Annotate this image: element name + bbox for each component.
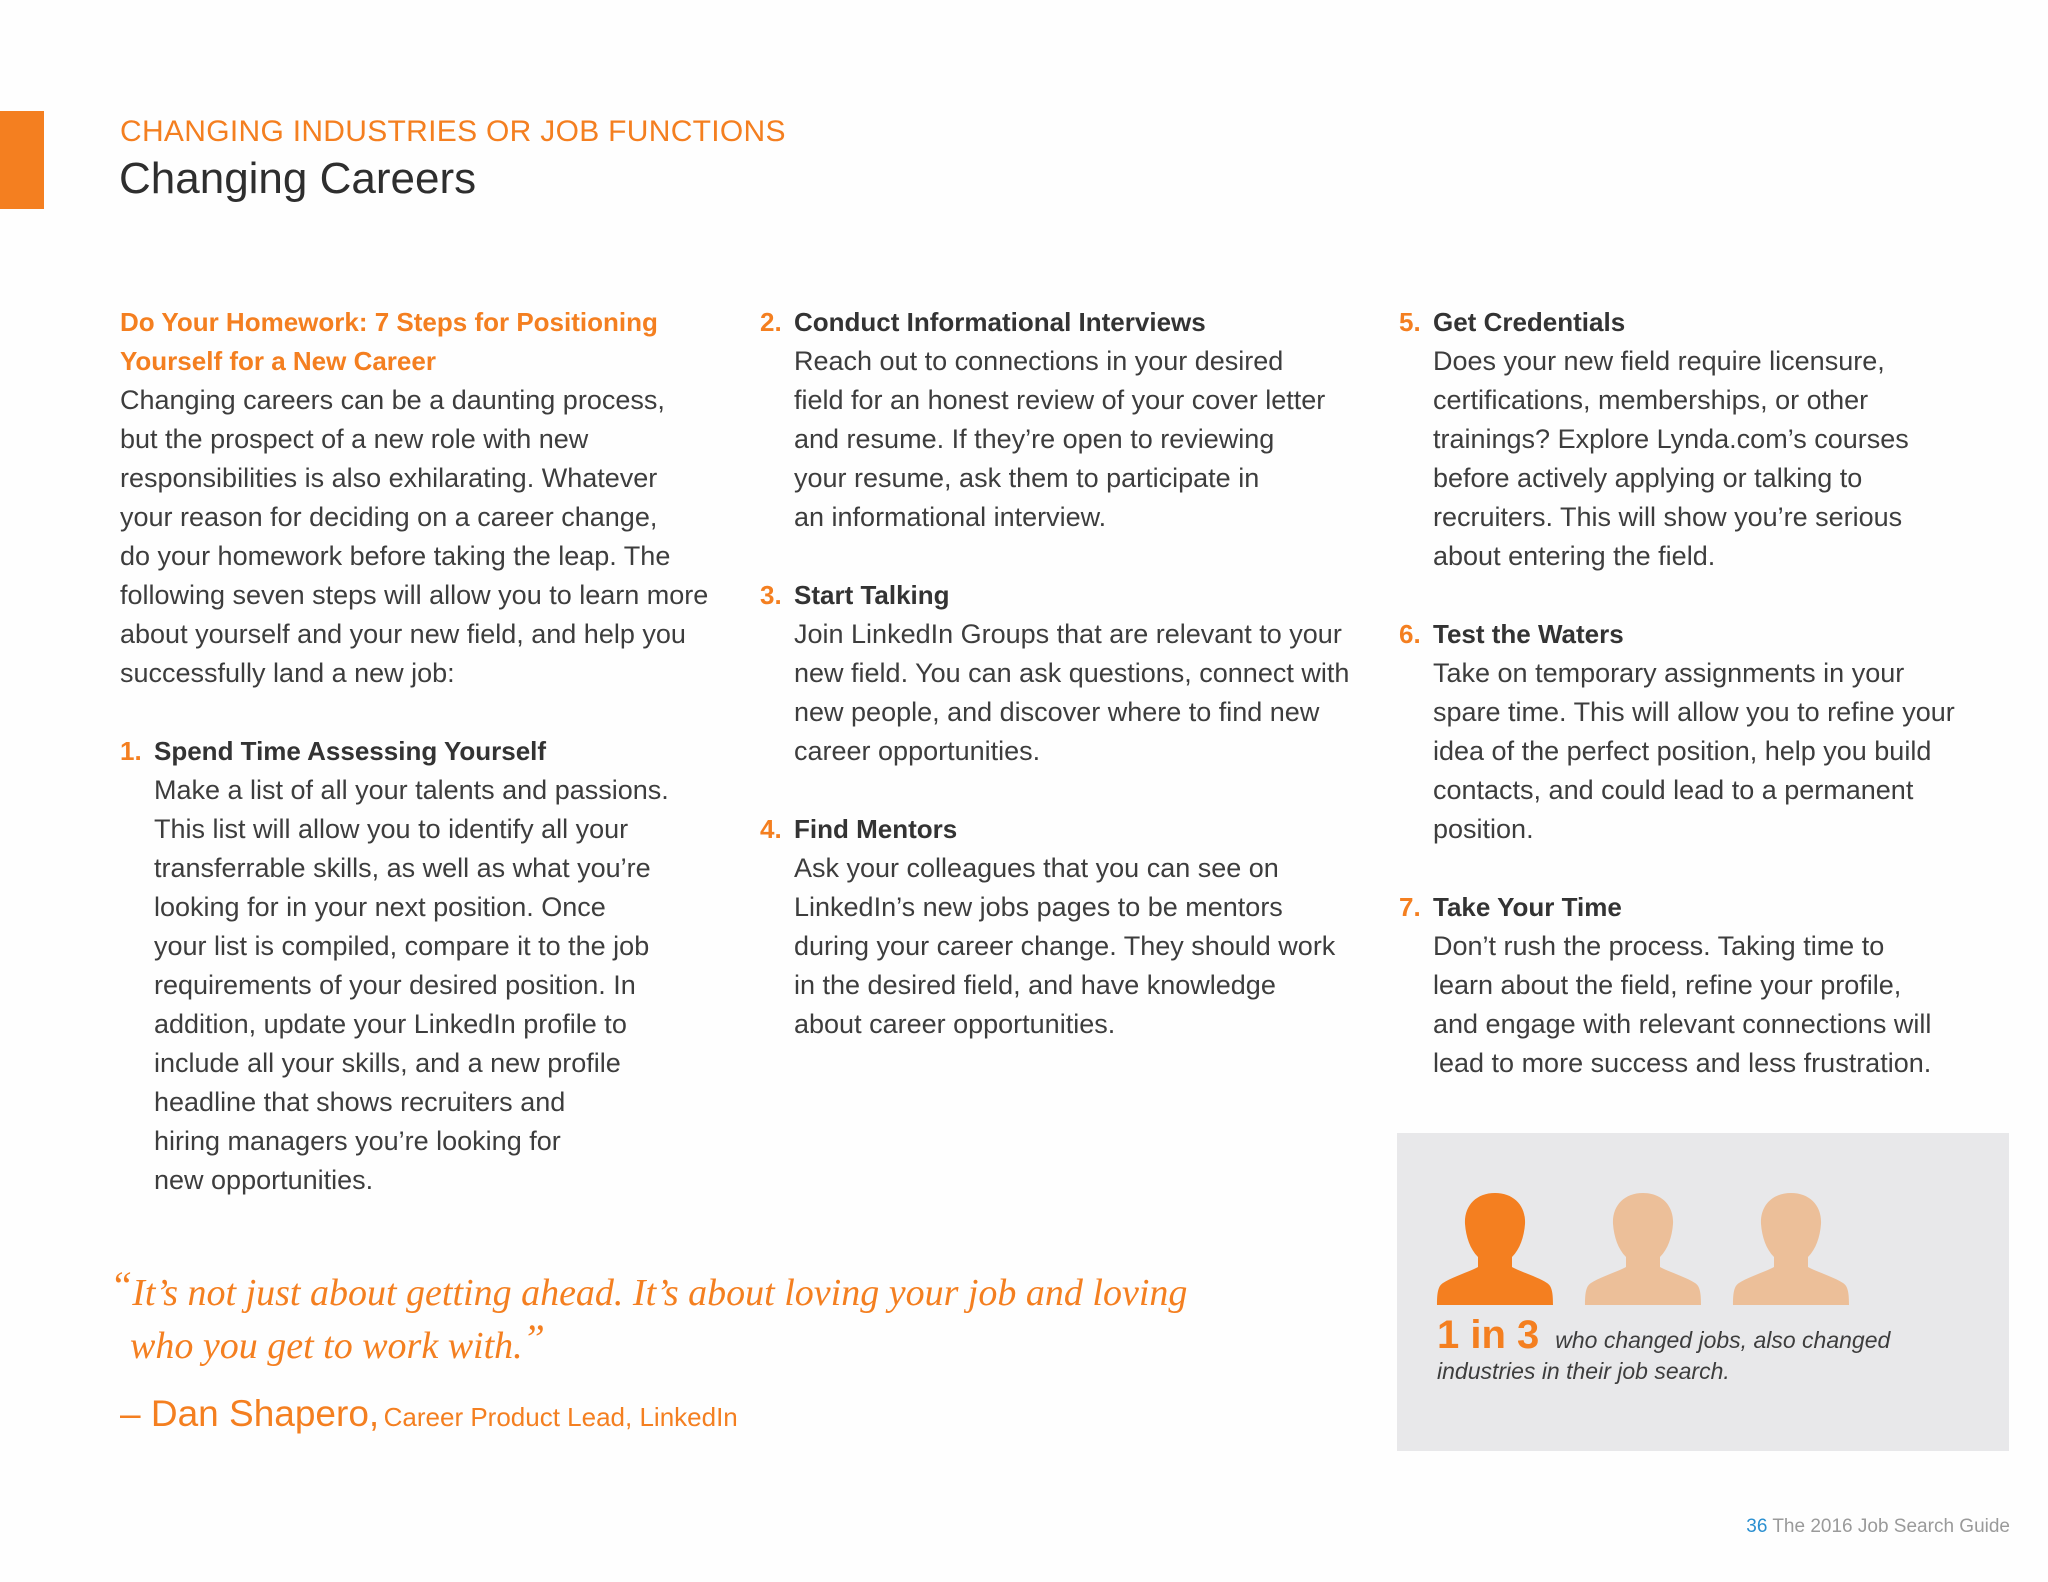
person-shape <box>1585 1193 1701 1305</box>
step-line: your resume, ask them to participate in <box>794 463 1260 493</box>
step-line: during your career change. They should work <box>794 931 1336 961</box>
step-heading <box>1399 303 1999 342</box>
intro-line: responsibilities is also exhilarating. Whatever <box>120 463 658 493</box>
step-line: spare time. This will allow you to refine your <box>1433 697 1955 727</box>
intro-line: successfully land a new job: <box>120 658 455 688</box>
step-line: Don’t rush the process. Taking time to <box>1433 931 1885 961</box>
step-5 <box>1399 303 1999 576</box>
intro-paragraph <box>120 381 720 693</box>
step-heading <box>1399 888 1999 927</box>
step-line: recruiters. This will show you’re serious <box>1433 502 1903 532</box>
step-line: hiring managers you’re looking for <box>154 1126 561 1156</box>
step-title: Take Your Time <box>1433 892 1622 922</box>
quote-line <box>110 1316 1360 1369</box>
step-line: certifications, memberships, or other <box>1433 385 1869 415</box>
intro-heading <box>120 303 720 381</box>
intro-line: your reason for deciding on a career change, <box>120 502 658 532</box>
step-heading <box>120 732 720 771</box>
step-number: 2. <box>760 307 782 337</box>
person-icon-highlighted <box>1435 1189 1555 1309</box>
step-line: This list will allow you to identify all your <box>154 814 629 844</box>
intro-line: Changing careers can be a daunting process, <box>120 385 665 415</box>
quote-attribution <box>120 1393 738 1435</box>
step-6 <box>1399 615 1999 849</box>
step-1 <box>120 732 720 1200</box>
step-line: Ask your colleagues that you can see on <box>794 853 1279 883</box>
quote-line <box>110 1263 1360 1316</box>
step-2 <box>760 303 1360 537</box>
person-shape <box>1437 1193 1553 1305</box>
section-accent-bar <box>0 111 44 209</box>
step-line: and engage with relevant connections will <box>1433 1009 1932 1039</box>
step-body <box>794 849 1360 1044</box>
step-line: field for an honest review of your cover letter <box>794 385 1326 415</box>
step-title: Conduct Informational Interviews <box>794 307 1206 337</box>
step-number: 5. <box>1399 307 1421 337</box>
person-icon <box>1731 1189 1851 1309</box>
step-line: Join LinkedIn Groups that are relevant to your <box>794 619 1342 649</box>
step-line: an informational interview. <box>794 502 1107 532</box>
step-line: new opportunities. <box>154 1165 374 1195</box>
people-icons <box>1435 1189 1851 1309</box>
close-quote-mark: ” <box>522 1316 545 1361</box>
stat-description: industries in their job search. <box>1437 1358 1730 1384</box>
page-number: 36 <box>1746 1516 1768 1537</box>
step-body <box>154 771 720 1200</box>
step-line: and resume. If they’re open to reviewing <box>794 424 1275 454</box>
step-line: about career opportunities. <box>794 1009 1116 1039</box>
step-number: 6. <box>1399 619 1421 649</box>
intro-heading-line: Do Your Homework: 7 Steps for Positioning <box>120 307 658 337</box>
intro-line: but the prospect of a new role with new <box>120 424 589 454</box>
step-line: new people, and discover where to find new <box>794 697 1320 727</box>
step-7 <box>1399 888 1999 1083</box>
quote-author: – Dan Shapero, <box>120 1393 380 1434</box>
step-line: Does your new field require licensure, <box>1433 346 1885 376</box>
step-line: contacts, and could lead to a permanent <box>1433 775 1914 805</box>
step-title: Test the Waters <box>1433 619 1624 649</box>
step-line: looking for in your next position. Once <box>154 892 606 922</box>
stat-text <box>1437 1313 1997 1387</box>
step-line: Make a list of all your talents and passions. <box>154 775 669 805</box>
step-line: position. <box>1433 814 1534 844</box>
step-line: LinkedIn’s new jobs pages to be mentors <box>794 892 1283 922</box>
step-line: requirements of your desired position. In <box>154 970 636 1000</box>
intro-line: about yourself and your new field, and help you <box>120 619 686 649</box>
step-line: learn about the field, refine your profile, <box>1433 970 1902 1000</box>
step-title: Spend Time Assessing Yourself <box>154 736 547 766</box>
quote-author-role: Career Product Lead, LinkedIn <box>383 1402 738 1432</box>
step-line: Take on temporary assignments in your <box>1433 658 1905 688</box>
step-number: 3. <box>760 580 782 610</box>
step-4 <box>760 810 1360 1044</box>
intro-line: following seven steps will allow you to learn more <box>120 580 709 610</box>
step-title: Start Talking <box>794 580 950 610</box>
step-heading <box>1399 615 1999 654</box>
step-heading <box>760 576 1360 615</box>
section-kicker: CHANGING INDUSTRIES OR JOB FUNCTIONS <box>120 115 786 148</box>
person-icon <box>1583 1189 1703 1309</box>
step-number: 4. <box>760 814 782 844</box>
step-line: about entering the field. <box>1433 541 1716 571</box>
step-line: idea of the perfect position, help you build <box>1433 736 1932 766</box>
step-line: new field. You can ask questions, connect with <box>794 658 1350 688</box>
step-number: 1. <box>120 736 142 766</box>
step-title: Get Credentials <box>1433 307 1626 337</box>
intro-heading-line: Yourself for a New Career <box>120 346 436 376</box>
column-2 <box>760 303 1360 1083</box>
intro-line: do your homework before taking the leap. The <box>120 541 671 571</box>
guide-title: The 2016 Job Search Guide <box>1772 1516 2010 1537</box>
step-body <box>794 342 1360 537</box>
step-line: include all your skills, and a new profile <box>154 1048 621 1078</box>
stat-figure: 1 in 3 <box>1437 1313 1540 1357</box>
step-body <box>1433 927 1999 1083</box>
open-quote-mark: “ <box>110 1263 133 1308</box>
step-title: Find Mentors <box>794 814 958 844</box>
step-heading <box>760 303 1360 342</box>
step-line: addition, update your LinkedIn profile to <box>154 1009 627 1039</box>
step-line: your list is compiled, compare it to the job <box>154 931 650 961</box>
stat-callout <box>1397 1133 2009 1451</box>
pull-quote <box>110 1263 1360 1369</box>
person-shape <box>1733 1193 1849 1305</box>
step-line: career opportunities. <box>794 736 1041 766</box>
step-number: 7. <box>1399 892 1421 922</box>
step-line: transferrable skills, as well as what you’re <box>154 853 651 883</box>
step-line: headline that shows recruiters and <box>154 1087 566 1117</box>
page-title: Changing Careers <box>119 154 477 203</box>
quote-text: who you get to work with. <box>130 1325 523 1367</box>
step-body <box>1433 654 1999 849</box>
step-3 <box>760 576 1360 771</box>
stat-description: who changed jobs, also changed <box>1555 1327 1891 1353</box>
step-body <box>794 615 1360 771</box>
step-heading <box>760 810 1360 849</box>
step-line: Reach out to connections in your desired <box>794 346 1284 376</box>
step-line: lead to more success and less frustration. <box>1433 1048 1932 1078</box>
page-footer <box>1746 1516 2010 1538</box>
quote-text: It’s not just about getting ahead. It’s about loving your job and loving <box>132 1272 1188 1314</box>
step-line: before actively applying or talking to <box>1433 463 1863 493</box>
step-line: in the desired field, and have knowledge <box>794 970 1276 1000</box>
column-3 <box>1399 303 1999 1122</box>
step-line: trainings? Explore Lynda.com’s courses <box>1433 424 1909 454</box>
column-1 <box>120 303 720 1239</box>
step-body <box>1433 342 1999 576</box>
